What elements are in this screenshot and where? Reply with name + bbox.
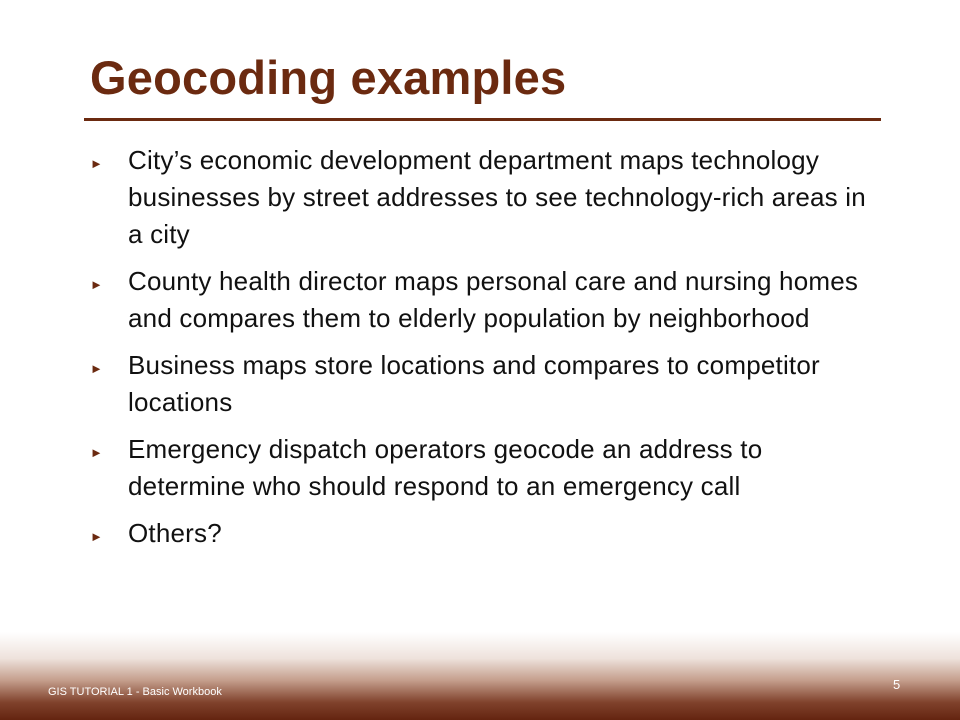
footer-label: GIS TUTORIAL 1 - Basic Workbook [48, 686, 222, 698]
bullet-arrow-icon: ► [90, 156, 103, 171]
bullet-text: County health director maps personal care and nursing homes and compares them to elderly population by neighborhood [128, 266, 859, 333]
slide-title: Geocoding examples [90, 51, 567, 104]
bullet-arrow-icon: ► [90, 361, 103, 376]
bullet-text: Emergency dispatch operators geocode an address to determine who should respond to an emergency call [128, 434, 763, 501]
list-item [90, 142, 880, 253]
list-item [90, 263, 880, 337]
bullet-arrow-icon: ► [90, 529, 103, 544]
bullet-arrow-icon: ► [90, 445, 103, 460]
bullet-list [90, 142, 880, 565]
list-item [90, 347, 880, 421]
bullet-text: Business maps store locations and compares to competitor locations [128, 350, 820, 417]
page-number: 5 [893, 677, 901, 692]
bullet-text: Others? [128, 518, 222, 548]
list-item [90, 431, 880, 505]
list-item [90, 515, 880, 555]
bullet-arrow-icon: ► [90, 277, 103, 292]
bullet-text: City’s economic development department maps technology businesses by street addresses to see technology-rich areas in a city [128, 145, 866, 249]
footer-band [0, 632, 960, 720]
title-underline [84, 118, 881, 121]
